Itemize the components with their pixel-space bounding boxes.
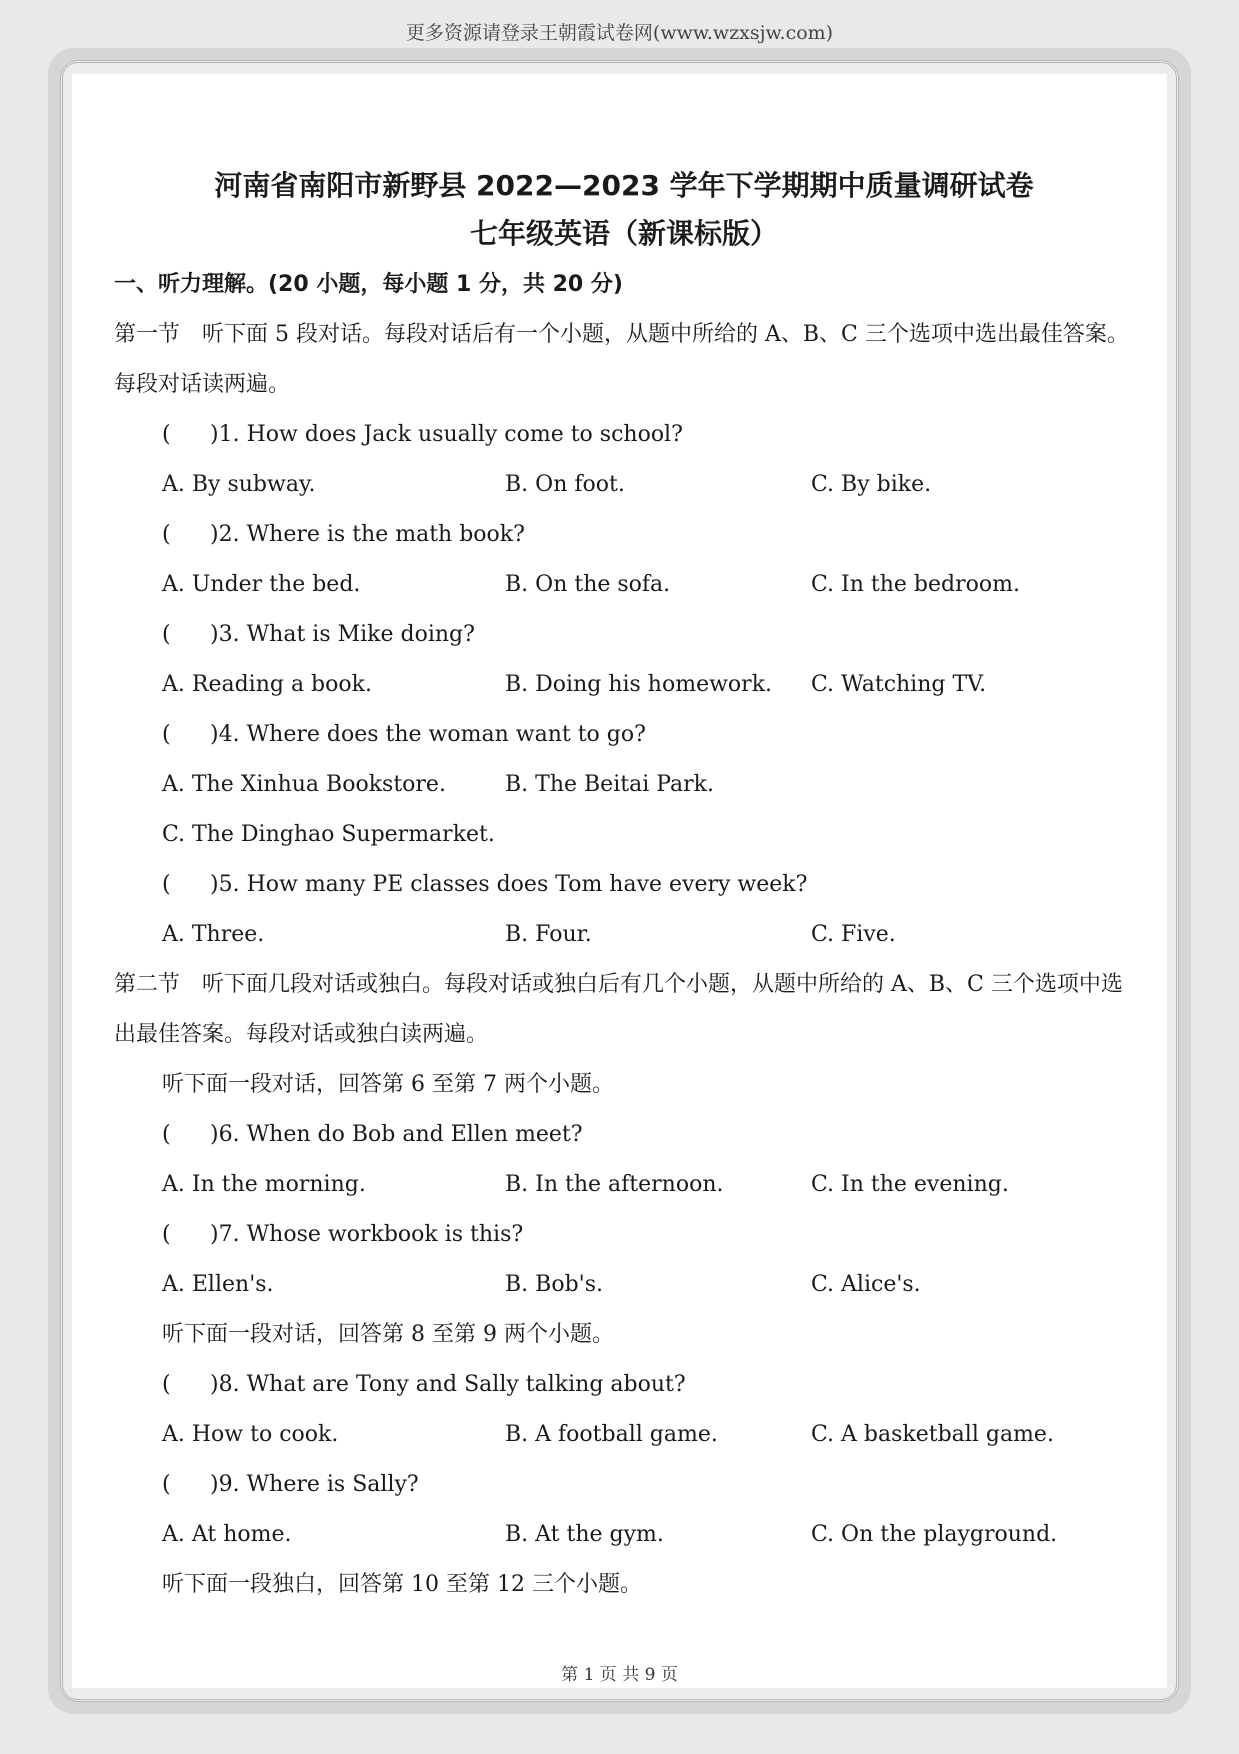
option-b: B. Four.	[505, 922, 592, 947]
question-9	[114, 1460, 1134, 1510]
options-4	[114, 760, 1134, 810]
question-stem: )2. Where is the math book?	[210, 522, 525, 547]
option-c: C. Five.	[811, 922, 896, 947]
answer-bracket[interactable]: (	[162, 522, 171, 547]
answer-bracket[interactable]: (	[162, 622, 171, 647]
option-a: A. In the morning.	[162, 1172, 366, 1197]
question-stem: )4. Where does the woman want to go?	[210, 722, 646, 747]
part2-intro: 第二节 听下面几段对话或独白。每段对话或独白后有几个小题，从题中所给的 A、B、C 三个选项中选出最佳答案。每段对话或独白读两遍。	[114, 972, 1123, 1047]
page-number: 第 1 页 共 9 页	[561, 1665, 678, 1685]
watermark-text: 更多资源请登录王朝霞试卷网(www.wzxsjw.com)	[405, 22, 834, 44]
answer-bracket[interactable]: (	[162, 722, 171, 747]
answer-bracket[interactable]: (	[162, 1122, 171, 1147]
question-1	[114, 410, 1134, 460]
option-a: A. The Xinhua Bookstore.	[162, 772, 446, 797]
option-b: B. Doing his homework.	[505, 672, 773, 697]
listening-note: 听下面一段独白，回答第 10 至第 12 三个小题。	[162, 1572, 642, 1597]
option-c: C. On the playground.	[811, 1522, 1058, 1547]
exam-subtitle: 七年级英语（新课标版）	[469, 217, 778, 250]
question-stem: )1. How does Jack usually come to school?	[210, 422, 683, 447]
question-stem: )3. What is Mike doing?	[210, 622, 475, 647]
option-a: A. Ellen's.	[162, 1272, 274, 1297]
option-c: C. In the evening.	[811, 1172, 1009, 1197]
option-a: A. Under the bed.	[162, 572, 361, 597]
answer-bracket[interactable]: (	[162, 872, 171, 897]
question-stem: )9. Where is Sally?	[210, 1472, 419, 1497]
options-4-c	[114, 810, 1134, 860]
option-b: B. On the sofa.	[505, 572, 671, 597]
option-c: C. Alice's.	[811, 1272, 921, 1297]
option-c: C. In the bedroom.	[811, 572, 1020, 597]
options-7	[114, 1260, 1134, 1310]
option-a: A. Reading a book.	[162, 672, 372, 697]
option-a: A. By subway.	[162, 472, 316, 497]
answer-bracket[interactable]: (	[162, 1222, 171, 1247]
options-2	[114, 560, 1134, 610]
question-2	[114, 510, 1134, 560]
options-1	[114, 460, 1134, 510]
options-3	[114, 660, 1134, 710]
option-b: B. A football game.	[505, 1422, 718, 1447]
option-b: B. In the afternoon.	[505, 1172, 724, 1197]
listening-note: 听下面一段对话，回答第 6 至第 7 两个小题。	[162, 1072, 614, 1097]
question-stem: )8. What are Tony and Sally talking about?	[210, 1372, 686, 1397]
option-b: B. The Beitai Park.	[505, 772, 714, 797]
question-4	[114, 710, 1134, 760]
question-6	[114, 1110, 1134, 1160]
options-9	[114, 1510, 1134, 1560]
option-b: B. On foot.	[505, 472, 625, 497]
question-stem: )5. How many PE classes does Tom have every week?	[210, 872, 808, 897]
listening-note: 听下面一段对话，回答第 8 至第 9 两个小题。	[162, 1322, 614, 1347]
options-6	[114, 1160, 1134, 1210]
question-stem: )6. When do Bob and Ellen meet?	[210, 1122, 583, 1147]
option-b: B. Bob's.	[505, 1272, 603, 1297]
answer-bracket[interactable]: (	[162, 1372, 171, 1397]
question-stem: )7. Whose workbook is this?	[210, 1222, 524, 1247]
answer-bracket[interactable]: (	[162, 1472, 171, 1497]
part1-intro: 第一节 听下面 5 段对话。每段对话后有一个小题，从题中所给的 A、B、C 三个选项中选出最佳答案。每段对话读两遍。	[114, 322, 1129, 397]
option-a: A. How to cook.	[162, 1422, 339, 1447]
question-7	[114, 1210, 1134, 1260]
option-c: C. A basketball game.	[811, 1422, 1054, 1447]
options-8	[114, 1410, 1134, 1460]
section-heading: 一、听力理解。(20 小题，每小题 1 分，共 20 分)	[114, 272, 623, 297]
exam-page	[72, 74, 1167, 1688]
page-content	[114, 162, 1134, 1610]
question-3	[114, 610, 1134, 660]
option-c: C. Watching TV.	[811, 672, 987, 697]
option-a: A. Three.	[162, 922, 265, 947]
question-5	[114, 860, 1134, 910]
option-c: C. By bike.	[811, 472, 932, 497]
option-b: B. At the gym.	[505, 1522, 664, 1547]
option-c: C. The Dinghao Supermarket.	[162, 822, 495, 847]
exam-title: 河南省南阳市新野县 2022—2023 学年下学期期中质量调研试卷	[214, 169, 1034, 202]
options-5	[114, 910, 1134, 960]
answer-bracket[interactable]: (	[162, 422, 171, 447]
question-8	[114, 1360, 1134, 1410]
option-a: A. At home.	[162, 1522, 292, 1547]
